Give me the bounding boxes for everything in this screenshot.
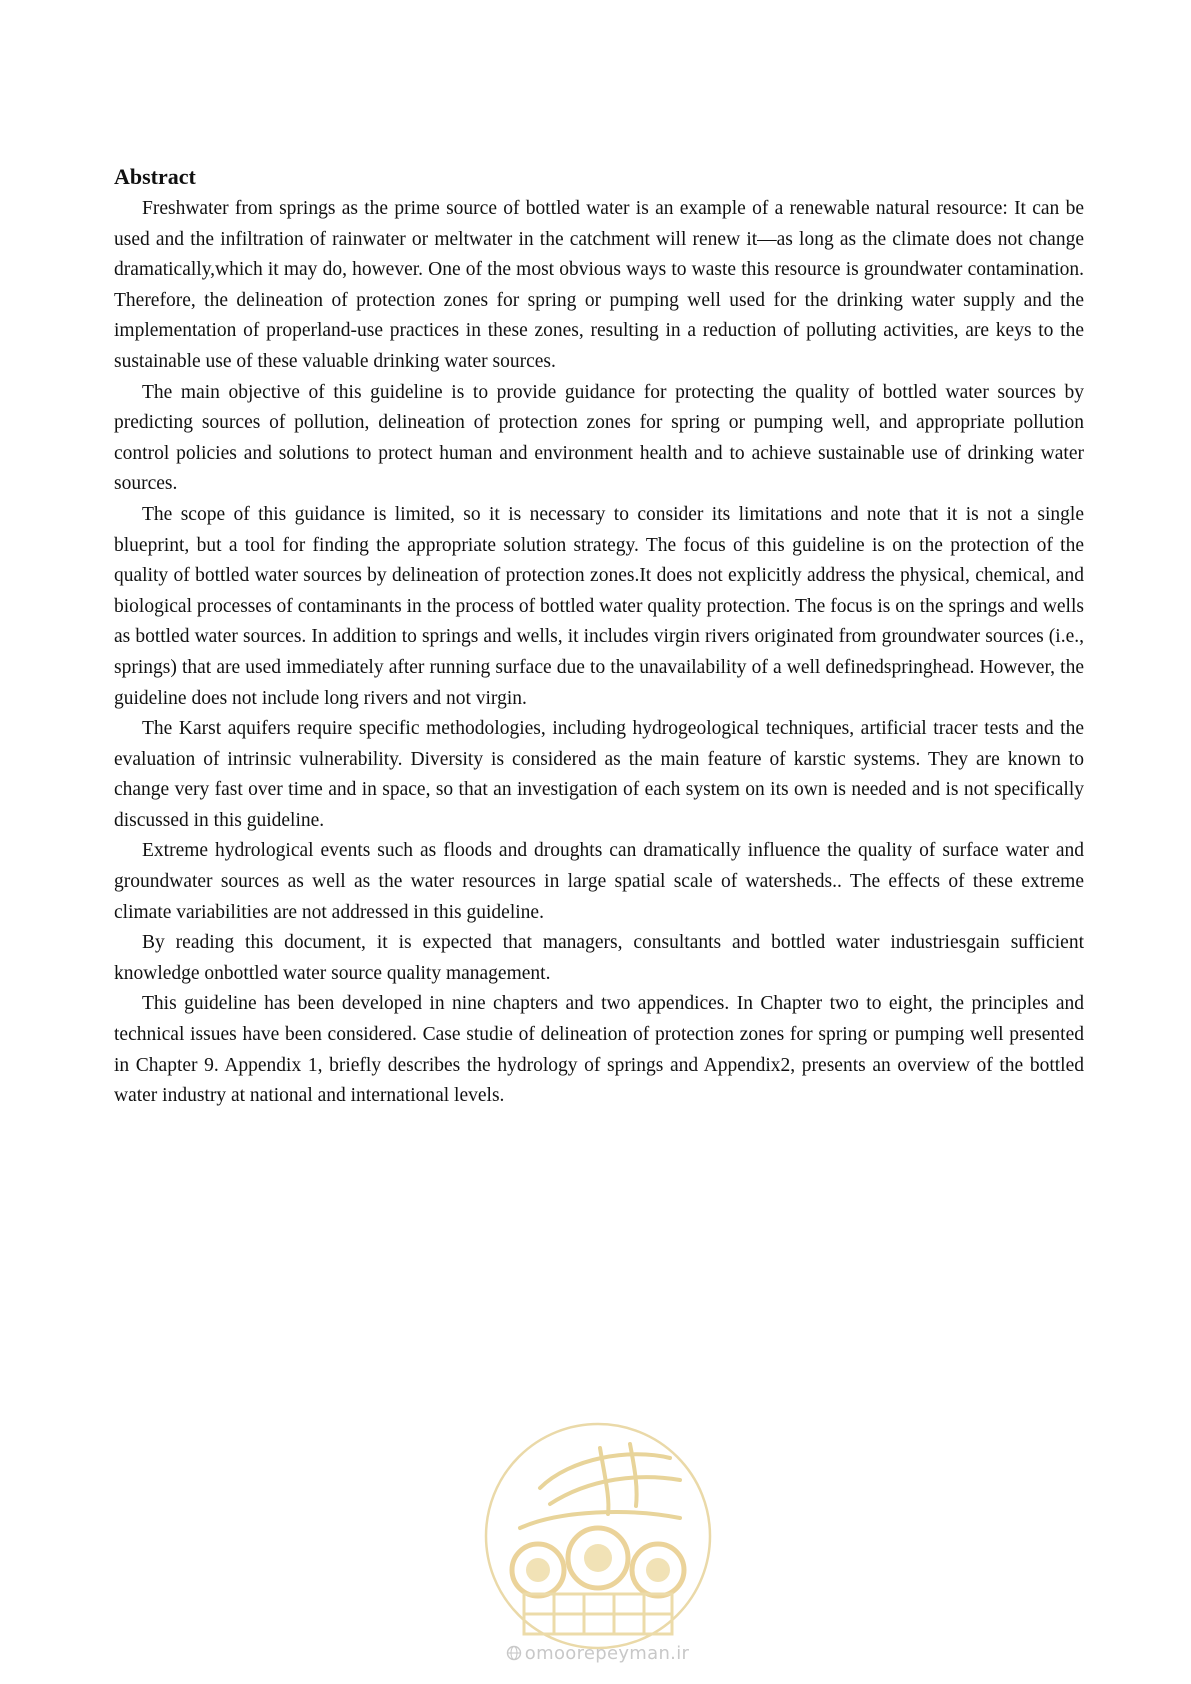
- abstract-heading: Abstract: [114, 164, 196, 189]
- abstract-paragraph-7: This guideline has been developed in nine chapters and two appendices. In Chapter two to eight, the principles and technical issues have been considered. Case studie of delineation of protection zones for spring or pumping well presented in Chapter 9. Appendix 1, briefly describes the hydrology of springs and Appendix2, presents an overview of the bottled water industry at national and international levels.: [114, 993, 1084, 1107]
- abstract-paragraph-4: The Karst aquifers require specific methodologies, including hydrogeological techniques, artificial tracer tests and the evaluation of intrinsic vulnerability. Diversity is considered as the main feature of karstic systems. They are known to change very fast over time and in space, so that an investigation of each system on its own is needed and is not specifically discussed in this guideline.: [114, 718, 1084, 831]
- abstract-paragraph-1: Freshwater from springs as the prime source of bottled water is an example of a renewable natural resource: It can be used and the infiltration of rainwater or meltwater in the catchment will renew it—as long as the climate does not change dramatically,which it may do, however. One of the most obvious ways to waste this resource is groundwater contamination. Therefore, the delineation of protection zones for spring or pumping well used for the drinking water supply and the implementation of properland-use practices in these zones, resulting in a reduction of polluting activities, are keys to the sustainable use of these valuable drinking water sources.: [114, 198, 1084, 372]
- watermark-seal-logo: [480, 1418, 716, 1654]
- abstract-paragraph-5: Extreme hydrological events such as floods and droughts can dramatically influence the quality of surface water and groundwater sources as well as the water resources in large spatial scale of watersheds.. The effects of these extreme climate variabilities are not addressed in this guideline.: [114, 840, 1084, 923]
- watermark-url-text: omoorepeyman.ir: [524, 1643, 690, 1664]
- watermark-url: [490, 1643, 705, 1664]
- abstract-paragraph-6: By reading this document, it is expected that managers, consultants and bottled water industriesgain sufficient knowledge onbottled water source quality management.: [114, 932, 1084, 984]
- globe-icon: [506, 1645, 522, 1661]
- abstract-paragraph-2: The main objective of this guideline is to provide guidance for protecting the quality of bottled water sources by predicting sources of pollution, delineation of protection zones for spring or pumping well, and appropriate pollution control policies and solutions to protect human and environment health and to achieve sustainable use of drinking water sources.: [114, 381, 1084, 495]
- abstract-section: [114, 162, 1084, 1112]
- abstract-paragraph-3: The scope of this guidance is limited, so it is necessary to consider its limitations and note that it is not a single blueprint, but a tool for finding the appropriate solution strategy. The focus of this guideline is on the protection of the quality of bottled water sources by delineation of protection zones.It does not explicitly address the physical, chemical, and biological processes of contaminants in the process of bottled water quality protection. The focus is on the springs and wells as bottled water sources. In addition to springs and wells, it includes virgin rivers originated from groundwater sources (i.e., springs) that are used immediately after running surface due to the unavailability of a well definedspringhead. However, the guideline does not include long rivers and not virgin.: [114, 503, 1084, 709]
